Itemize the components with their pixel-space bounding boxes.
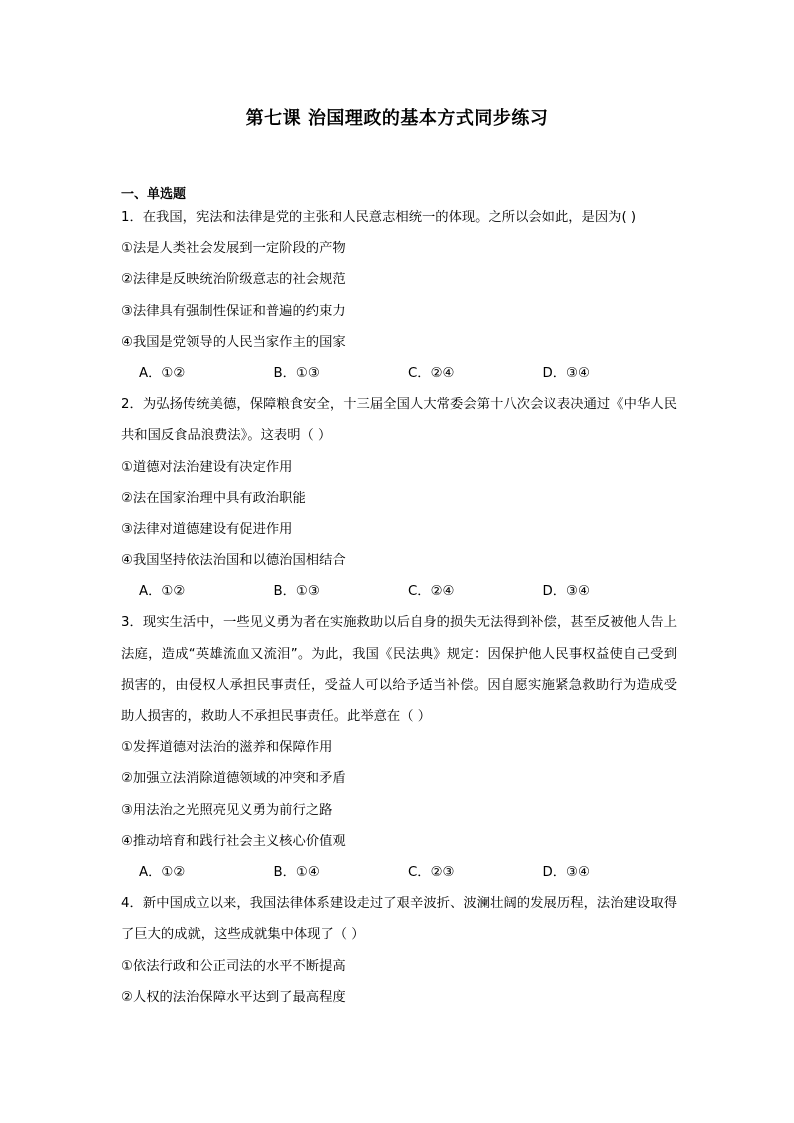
option-a: A．①② bbox=[139, 584, 186, 600]
statement: ①发挥道德对法治的滋养和保障作用 bbox=[121, 740, 333, 756]
option-b: B．①③ bbox=[273, 584, 320, 600]
statement: ④推动培育和践行社会主义核心价值观 bbox=[121, 833, 346, 849]
question-4 bbox=[121, 888, 677, 1013]
answer-options bbox=[121, 857, 677, 888]
statement: ③法律对道德建设有促进作用 bbox=[121, 521, 293, 537]
option-a: A．①② bbox=[139, 365, 186, 381]
question-1 bbox=[121, 202, 677, 389]
option-d: D．③④ bbox=[542, 584, 590, 600]
statement: ④我国坚持依法治国和以德治国相结合 bbox=[121, 553, 346, 569]
option-d: D．③④ bbox=[542, 365, 590, 381]
option-a: A．①② bbox=[139, 865, 186, 880]
option-b: B．①④ bbox=[273, 865, 320, 880]
question-3 bbox=[121, 607, 677, 888]
statement: ③法律具有强制性保证和普遍的约束力 bbox=[121, 303, 346, 319]
statement: ②法律是反映统治阶级意志的社会规范 bbox=[121, 272, 346, 288]
option-d: D．③④ bbox=[542, 865, 590, 880]
statement: ②人权的法治保障水平达到了最高程度 bbox=[121, 989, 346, 1005]
question-2 bbox=[121, 389, 677, 607]
answer-options bbox=[121, 358, 677, 389]
question-stem: 1．在我国，宪法和法律是党的主张和人民意志相统一的体现。之所以会如此，是因为( ) bbox=[121, 210, 637, 225]
option-c: C．②④ bbox=[408, 584, 455, 600]
option-c: C．②③ bbox=[408, 865, 455, 880]
question-stem: 3．现实生活中，一些见义勇为者在实施救助以后自身的损失无法得到补偿，甚至反被他人告上法庭，造成“英雄流血又流泪”。为此，我国《民法典》规定：因保护他人民事权益使自己受到损害的，由侵权人承担民事责任，受益人可以给予适当补偿。因自愿实施紧急救助行为造成受助人损害的，救助人不承担民事责任。此举意在（ ） bbox=[121, 615, 677, 725]
statement: ②法在国家治理中具有政治职能 bbox=[121, 490, 306, 506]
statement: ①依法行政和公正司法的水平不断提高 bbox=[121, 958, 346, 974]
statement: ①法是人类社会发展到一定阶段的产物 bbox=[121, 241, 346, 257]
question-stem: 4．新中国成立以来，我国法律体系建设走过了艰辛波折、波澜壮阔的发展历程，法治建设取得了巨大的成就，这些成就集中体现了（ ） bbox=[121, 896, 677, 943]
section-heading: 一、单选题 bbox=[121, 187, 187, 202]
statement: ④我国是党领导的人民当家作主的国家 bbox=[121, 334, 346, 350]
question-stem: 2．为弘扬传统美德，保障粮食安全，十三届全国人大常委会第十八次会议表决通过《中华人民共和国反食品浪费法》。这表明（ ） bbox=[121, 397, 677, 444]
question-list bbox=[121, 202, 677, 1013]
statement: ②加强立法消除道德领域的冲突和矛盾 bbox=[121, 771, 346, 787]
option-c: C．②④ bbox=[408, 365, 455, 381]
option-b: B．①③ bbox=[273, 365, 320, 381]
page-title: 第七课 治国理政的基本方式同步练习 bbox=[245, 108, 549, 129]
statement: ①道德对法治建设有决定作用 bbox=[121, 459, 293, 475]
statement: ③用法治之光照亮见义勇为前行之路 bbox=[121, 802, 333, 818]
answer-options bbox=[121, 576, 677, 607]
